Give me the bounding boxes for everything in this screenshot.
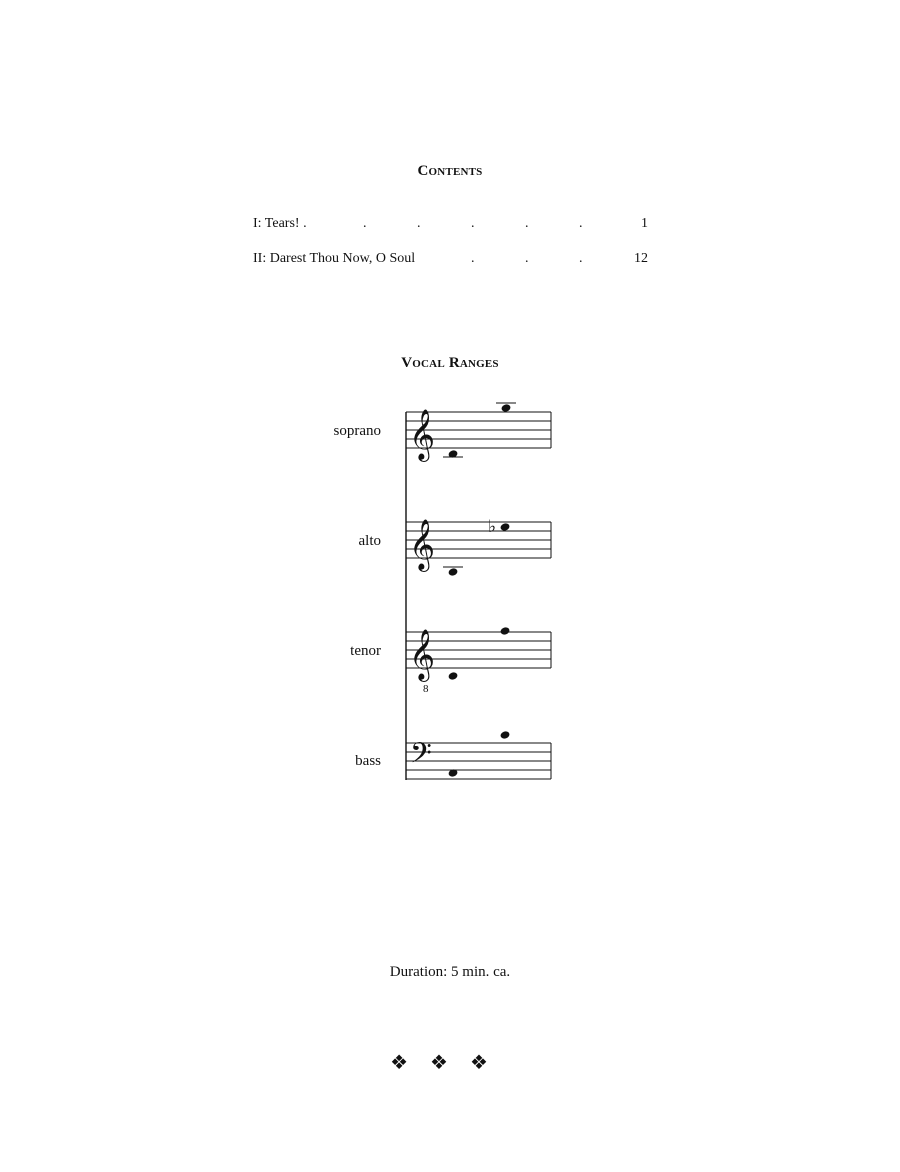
toc-leader-dot: . xyxy=(525,251,529,266)
toc-entry-page: 1 xyxy=(641,216,648,231)
toc-entry-title: I: Tears! . xyxy=(253,216,307,231)
voice-label-bass: bass xyxy=(355,753,381,769)
ornament-divider xyxy=(0,1050,900,1075)
octave-mark: 8 xyxy=(423,683,429,695)
note-high-alto xyxy=(500,522,511,532)
note-low-alto xyxy=(448,567,459,577)
toc-leader-dot: . xyxy=(417,216,421,231)
ornament-icon: ❖ xyxy=(430,1052,470,1074)
contents-heading: Contents xyxy=(417,163,483,179)
toc-entry-title: II: Darest Thou Now, O Soul xyxy=(253,251,416,266)
treble-clef-icon: 𝄞 xyxy=(409,629,436,680)
ornament-icon: ❖ xyxy=(469,1052,510,1074)
note-high-tenor xyxy=(500,626,511,636)
note-low-tenor xyxy=(448,671,459,681)
toc-leader-dot: . xyxy=(363,216,367,231)
duration-text: Duration: 5 min. ca. xyxy=(389,964,511,980)
bass-clef-icon: 𝄢 xyxy=(410,737,432,777)
toc-leader-dot: . xyxy=(471,251,475,266)
treble-clef-icon: 𝄞 xyxy=(409,409,436,460)
treble-clef-icon: 𝄞 xyxy=(409,519,436,570)
vocal-ranges-heading: Vocal Ranges xyxy=(401,355,499,371)
flat-icon: ♭ xyxy=(488,517,497,537)
voice-label-soprano: soprano xyxy=(333,423,381,439)
voice-label-alto: alto xyxy=(358,533,381,549)
note-high-soprano xyxy=(501,403,512,413)
toc-entry-page: 12 xyxy=(634,251,648,266)
toc-leader-dot: . xyxy=(579,216,583,231)
note-high-bass xyxy=(500,730,511,740)
ornament-icon: ❖ xyxy=(390,1052,431,1074)
toc-leader-dot: . xyxy=(579,251,583,266)
voice-label-tenor: tenor xyxy=(350,643,381,659)
toc-leader-dot: . xyxy=(471,216,475,231)
toc-leader-dot: . xyxy=(525,216,529,231)
